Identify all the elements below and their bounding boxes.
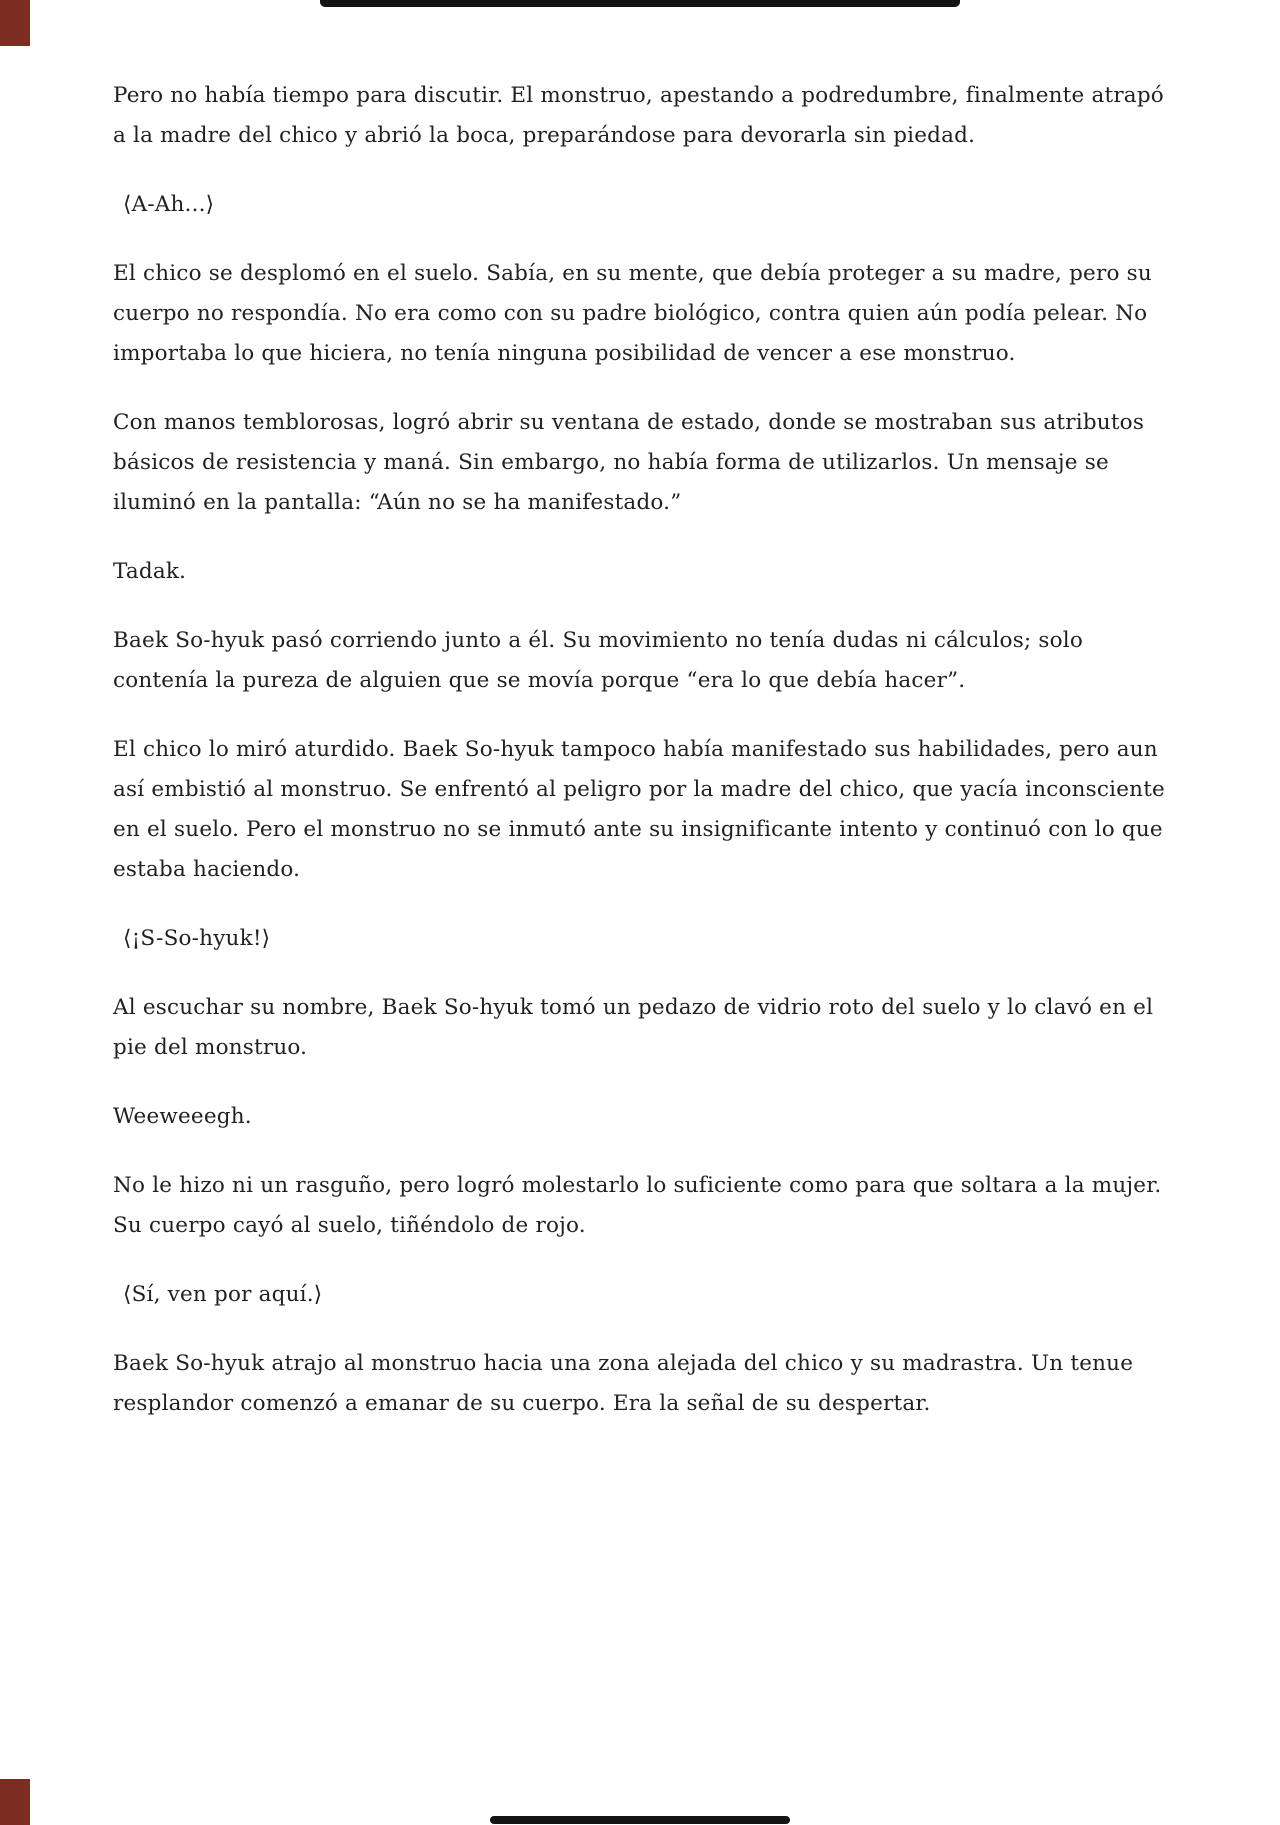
handle-bar-icon	[490, 1816, 790, 1824]
dialogue-line: ⟨A-Ah...⟩	[123, 192, 215, 217]
dialogue-line: ⟨Sí, ven por aquí.⟩	[123, 1282, 323, 1307]
paragraph: Tadak.	[113, 559, 187, 584]
paragraph: El chico se desplomó en el suelo. Sabía, en su mente, que debía proteger a su madre, pero su cuerpo no respondía. No era como con su padre biológico, contra quien aún podía pelear. No importaba lo que hiciera, no tenía ninguna posibilidad de vencer a ese monstruo.	[113, 261, 1152, 366]
paragraph: Al escuchar su nombre, Baek So-hyuk tomó un pedazo de vidrio roto del suelo y lo clavó en el pie del monstruo.	[113, 995, 1154, 1060]
paragraph: No le hizo ni un rasguño, pero logró molestarlo lo suficiente como para que soltara a la mujer. Su cuerpo cayó al suelo, tiñéndolo de rojo.	[113, 1173, 1162, 1238]
red-edge-marker-top-icon	[0, 0, 30, 46]
chapter-text	[113, 76, 1168, 1453]
dialogue-line: ⟨¡S-So-hyuk!⟩	[123, 926, 271, 951]
paragraph: Con manos temblorosas, logró abrir su ventana de estado, donde se mostraban sus atributos básicos de resistencia y maná. Sin embargo, no había forma de utilizarlos. Un mensaje se iluminó en la pantalla: “Aún no se ha manifestado.”	[113, 410, 1145, 515]
paragraph: Baek So-hyuk pasó corriendo junto a él. Su movimiento no tenía dudas ni cálculos; solo contenía la pureza de alguien que se movía porque “era lo que debía hacer”.	[113, 628, 1084, 693]
paragraph: El chico lo miró aturdido. Baek So-hyuk tampoco había manifestado sus habilidades, pero aun así embistió al monstruo. Se enfrentó al peligro por la madre del chico, que yacía inconsciente en el suelo. Pero el monstruo no se inmutó ante su insignificante intento y continuó con lo que estaba haciendo.	[113, 737, 1165, 882]
progress-bar-icon	[320, 0, 960, 7]
paragraph: Baek So-hyuk atrajo al monstruo hacia una zona alejada del chico y su madrastra. Un tenue resplandor comenzó a emanar de su cuerpo. Era la señal de su despertar.	[113, 1351, 1134, 1416]
paragraph: Pero no había tiempo para discutir. El monstruo, apestando a podredumbre, finalmente atrapó a la madre del chico y abrió la boca, preparándose para devorarla sin piedad.	[113, 83, 1164, 148]
paragraph: Weeweeegh.	[113, 1104, 252, 1129]
red-edge-marker-bottom-icon	[0, 1779, 30, 1825]
